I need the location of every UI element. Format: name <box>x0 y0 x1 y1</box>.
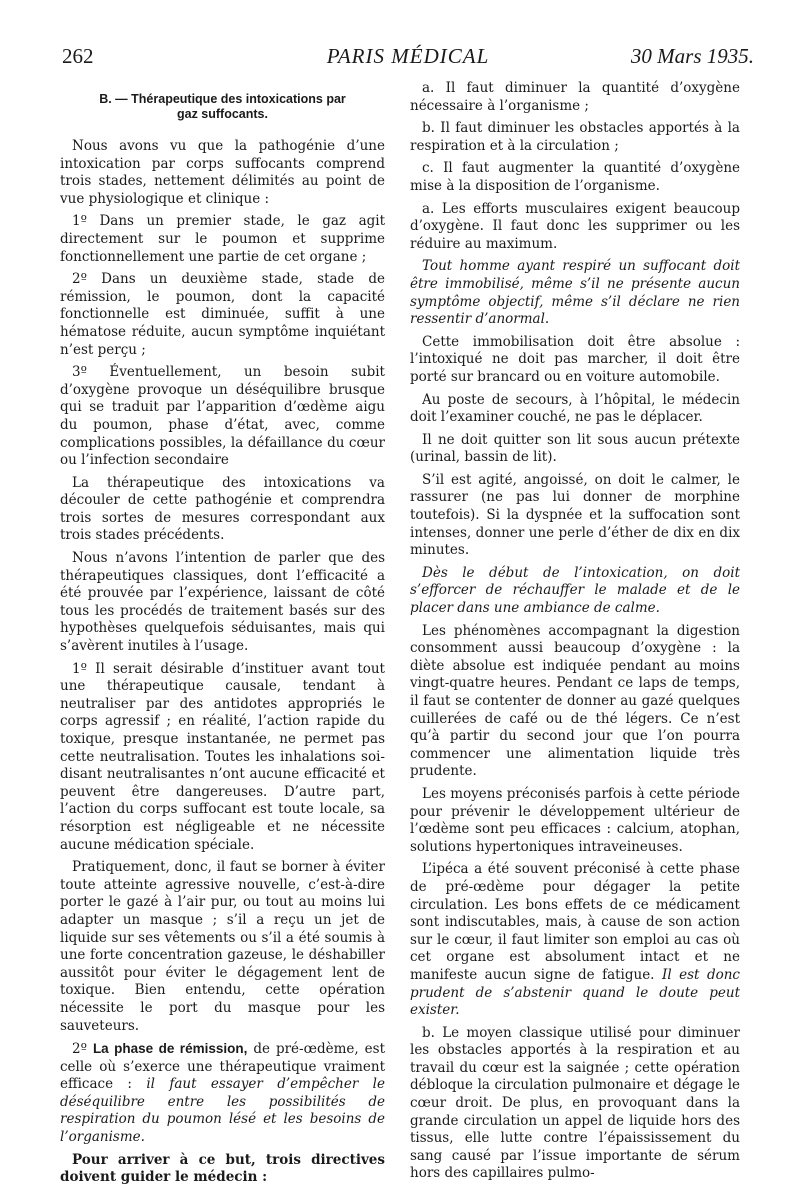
running-header <box>62 44 754 80</box>
remission-phase-term: La phase de rémission, <box>92 1041 248 1057</box>
paragraph: 1º Il serait désirable d’instituer avant tout une thérapeutique causale, tendant à neutraliser par des antidotes appropriés le corps agressif ; en réalité, l’action rapide du toxique, presque instantanée, ne permet pas cette neutralisation. Toutes les inhalations soi-disant neutralisantes n’ont aucune efficacité et peuvent être dangereuses. D’autre part, l’action du corps suffocant est toute locale, sa résorption est négligeable et ne nécessite aucune médication spéciale. <box>60 660 385 853</box>
paragraph: Les moyens préconisés parfois à cette période pour prévenir le développement ultérieur de l’œdème sont peu efficaces : calcium, atophan, solutions hypertoniques intraveineuses. <box>410 785 740 855</box>
journal-title: PARIS MÉDICAL <box>326 44 490 68</box>
paragraph: a. Les efforts musculaires exigent beaucoup d’oxygène. Il faut donc les supprimer ou les réduire au maximum. <box>410 200 740 252</box>
paragraph: 1º Dans un premier stade, le gaz agit directement sur le poumon et supprime fonctionnellement une partie de cet organe ; <box>60 213 385 265</box>
page-number: 262 <box>62 44 94 68</box>
paragraph: Pour arriver à ce but, trois directives doivent guider le médecin : <box>60 1151 385 1186</box>
paragraph: 3º Éventuellement, un besoin subit d’oxygène provoque un déséquilibre brusque qui se traduit par l’apparition d’œdème aigu du poumon, phase d’état, avec, comme complications possibles, la défaillance du cœur ou l’infection secondaire <box>60 364 385 469</box>
directive-c: c. Il faut augmenter la quantité d’oxygène mise à la disposition de l’organisme. <box>410 160 740 194</box>
italic-paragraph: Dès le début de l’intoxication, on doit s’efforcer de réchauffer le malade et de le placer dans une ambiance de calme. <box>410 564 740 617</box>
directive-b: b. Il faut diminuer les obstacles apportés à la respiration et à la circulation ; <box>410 120 740 154</box>
paragraph: Au poste de secours, à l’hôpital, le médecin doit l’examiner couché, ne pas le déplacer. <box>410 391 740 426</box>
paragraph: b. Le moyen classique utilisé pour diminuer les obstacles apportés à la respiration et au travail du cœur est la saignée ; cette opération débloque la circulation pulmonaire et dégage le cœur droit. De plus, en provoquant dans la grande circulation un appel de liquide hors des tissus, elle lutte contre l’épaississement du sang causé par l’issue importante de sérum hors des capillaires pulmo- <box>410 1024 740 1182</box>
section-title <box>60 92 385 122</box>
paragraph-text: de pré-œdème, est celle où s’exerce une thérapeutique vraiment efficace : <box>60 1041 385 1093</box>
emphasis-text: Il est donc prudent de s’abstenir quand le doute peut exister. <box>410 966 740 1019</box>
paragraph: La thérapeutique des intoxications va découler de cette pathogénie et comprendra trois sortes de mesures correspondant aux trois stades précédents. <box>60 474 385 544</box>
paragraph <box>60 1040 385 1147</box>
paragraph: Nous n’avons l’intention de parler que des thérapeutiques classiques, dont l’efficacité a été prouvée par l’expérience, laissant de côté tous les procédés de traitement basés sur des hypothèses quelquefois séduisantes, mais qui s’avèrent inutiles à l’usage. <box>60 550 385 655</box>
paragraph-text: L’ipéca a été souvent préconisé à cette phase de pré-œdème pour dégager la petite circulation. Les bons effets de ce médicament sont indiscutables, mais, à cause de son action sur le cœur, il faut limiter son emploi au cas où cet organe est absolument intact et ne manifeste aucun signe de fatigue. <box>410 861 740 983</box>
paragraph: Il ne doit quitter son lit sous aucun prétexte (urinal, bassin de lit). <box>410 431 740 466</box>
paragraph: S’il est agité, angoissé, on doit le calmer, le rassurer (ne pas lui donner de morphine toutefois). Si la dyspnée et la suffocation sont intenses, donner une perle d’éther de dix en dix minutes. <box>410 471 740 559</box>
paragraph: 2º Dans un deuxième stade, stade de rémission, le poumon, dont la capacité fonctionnelle est diminuée, suffit à une hématose réduite, aucun symptôme inquiétant n’est perçu ; <box>60 271 385 358</box>
paragraph: Cette immobilisation doit être absolue : l’intoxiqué ne doit pas marcher, il doit être porté sur brancard ou en voiture automobile. <box>410 333 740 385</box>
paragraph-lead: 2º <box>72 1041 93 1058</box>
left-column <box>60 80 385 1186</box>
directive-a: a. Il faut diminuer la quantité d’oxygène nécessaire à l’organisme ; <box>410 80 740 114</box>
paragraph <box>410 861 740 1019</box>
paragraph: Les phénomènes accompagnant la digestion consomment aussi beaucoup d’oxygène : la diète absolue est indiquée pendant au moins vingt-quatre heures. Pendant ce laps de temps, il faut se contenter de donner au gazé quelques cuillerées de café ou de thé légers. Ce n’est qu’à partir du second jour que l’on pourra commencer une alimentation liquide très prudente. <box>410 622 740 780</box>
paragraph: Nous avons vu que la pathogénie d’une intoxication par corps suffocants comprend trois stades, nettement délimités au point de vue physiologique et clinique : <box>60 138 385 207</box>
right-column <box>410 80 740 1182</box>
section-title-line-1: B. — Thérapeutique des intoxications par <box>99 92 346 106</box>
issue-date: 30 Mars 1935. <box>630 44 754 68</box>
paragraph: Pratiquement, donc, il faut se borner à éviter toute atteinte agressive nouvelle, c’est-à-dire porter le gazé à l’air pur, ou tout au moins lui adapter un masque ; s’il a reçu un jet de liquide sur ses vêtements ou s’il a été soumis à une forte concentration gazeuse, le déshabiller aussitôt pour éviter le dégagement lent de toxique. Bien entendu, cette opération nécessite le port du masque pour les sauveteurs. <box>60 859 385 1034</box>
italic-paragraph: Tout homme ayant respiré un suffocant doit être immobilisé, même s’il ne présente aucun symptôme objectif, même s’il déclare ne rien ressentir d’anormal. <box>410 258 740 328</box>
section-title-line-2: gaz suffocants. <box>177 107 268 121</box>
emphasis-text: il faut essayer d’empêcher le déséquilibre entre les possibilités de respiration du poumon lésé et les besoins de l’organisme. <box>60 1076 385 1146</box>
